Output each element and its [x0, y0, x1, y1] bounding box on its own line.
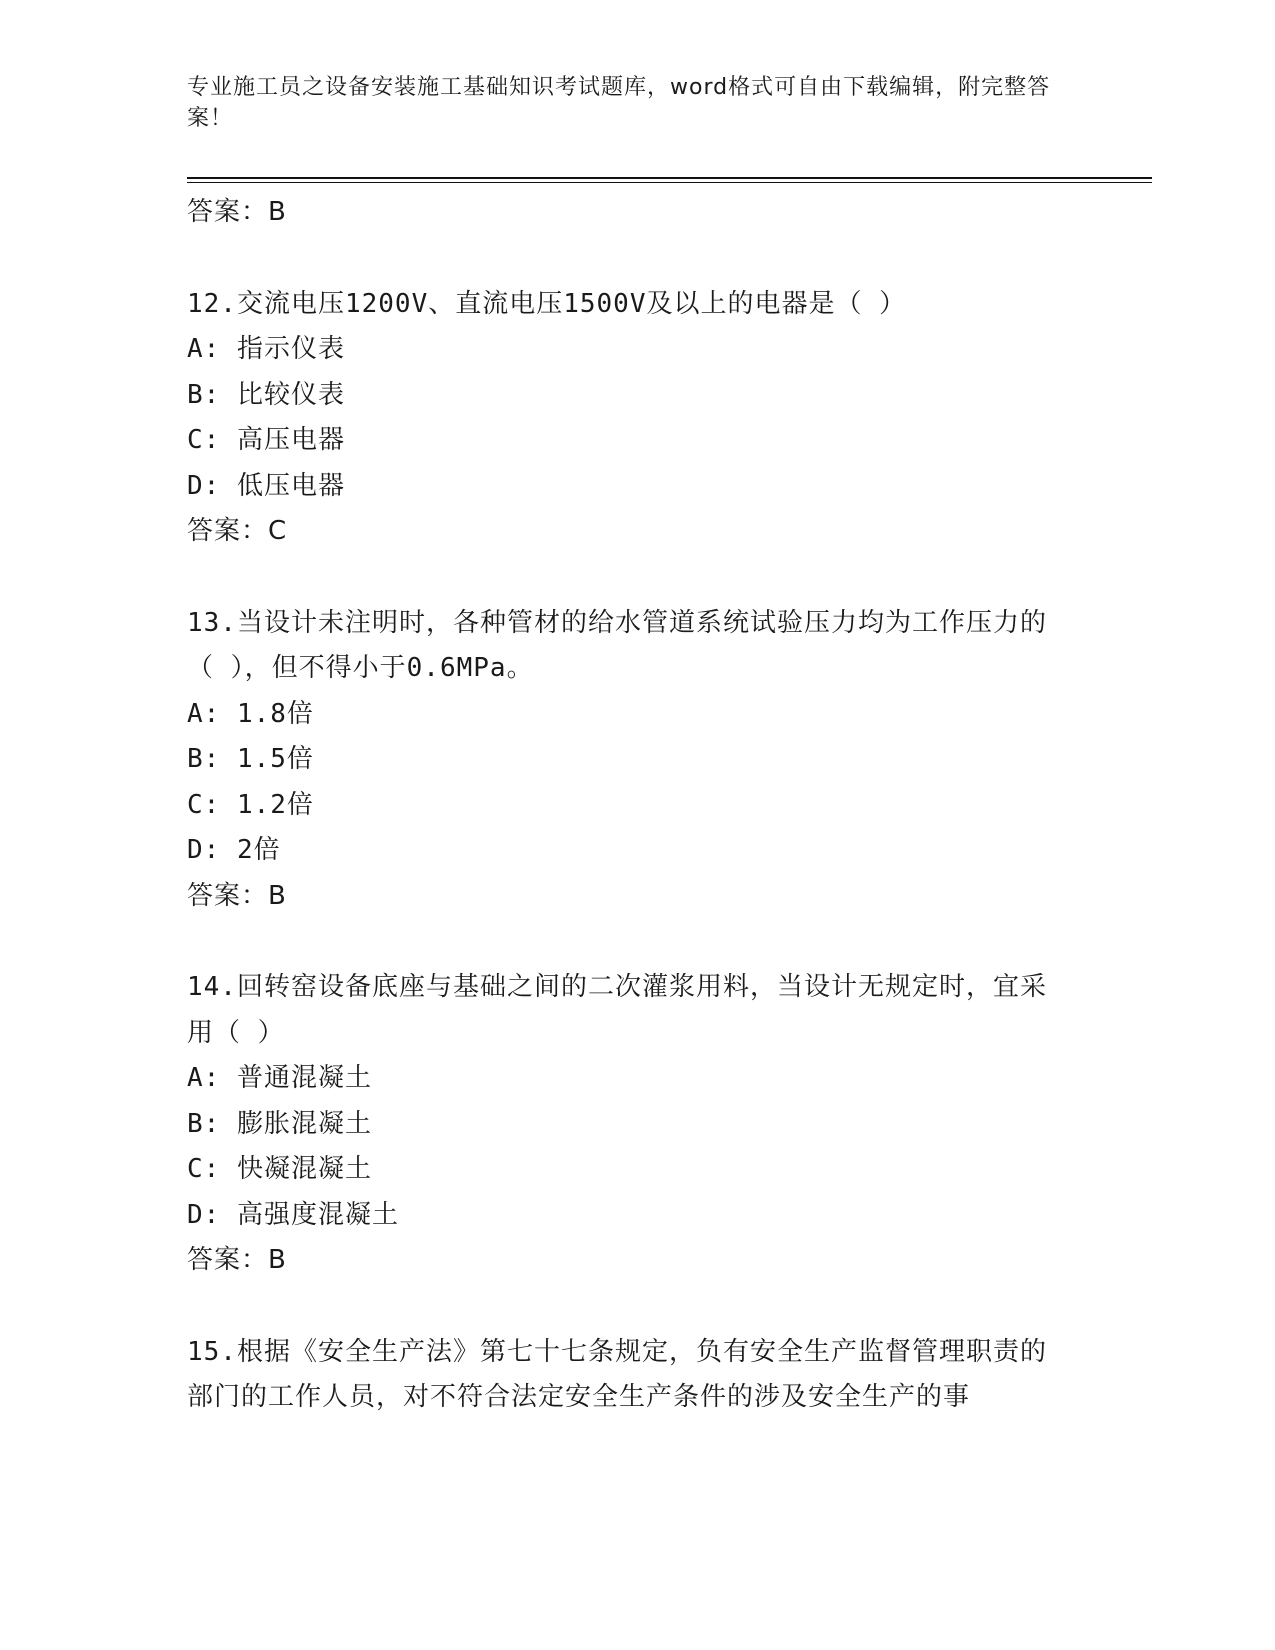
option-c: C: 高压电器	[187, 425, 345, 455]
answer-11: 答案：B	[187, 197, 287, 227]
answer: 答案：C	[187, 516, 288, 546]
question-15	[187, 1330, 1087, 1421]
question-list	[187, 190, 1087, 1467]
option-b: B: 膨胀混凝土	[187, 1108, 372, 1139]
option-b: B: 比较仪表	[187, 379, 345, 410]
answer: 答案：B	[187, 1245, 287, 1275]
question-12	[187, 282, 1087, 555]
page-header: 专业施工员之设备安装施工基础知识考试题库，word格式可自由下载编辑，附完整答案！	[187, 75, 1051, 131]
option-a: A: 指示仪表	[187, 334, 345, 364]
header-divider	[187, 177, 1152, 183]
question-13	[187, 601, 1087, 920]
option-a: A: 1.8倍	[187, 698, 314, 729]
option-d: D: 高强度混凝土	[187, 1199, 399, 1230]
question-stem: 12.交流电压1200V、直流电压1500V及以上的电器是（ ）	[187, 288, 907, 319]
question-stem: 13.当设计未注明时，各种管材的给水管道系统试验压力均为工作压力的（ ），但不得小于0.6MPa。	[187, 607, 1047, 683]
option-d: D: 低压电器	[187, 470, 345, 501]
option-c: C: 1.2倍	[187, 789, 314, 820]
question-14	[187, 965, 1087, 1284]
question-stem: 14.回转窑设备底座与基础之间的二次灌浆用料，当设计无规定时，宜采用（ ）	[187, 972, 1047, 1048]
answer: 答案：B	[187, 880, 287, 911]
question-stem: 15.根据《安全生产法》第七十七条规定，负有安全生产监督管理职责的部门的工作人员，对不符合法定安全生产条件的涉及安全生产的事	[187, 1336, 1047, 1412]
option-a: A: 普通混凝土	[187, 1063, 372, 1093]
option-d: D: 2倍	[187, 835, 281, 865]
option-c: C: 快凝混凝土	[187, 1154, 372, 1184]
option-b: B: 1.5倍	[187, 744, 314, 774]
